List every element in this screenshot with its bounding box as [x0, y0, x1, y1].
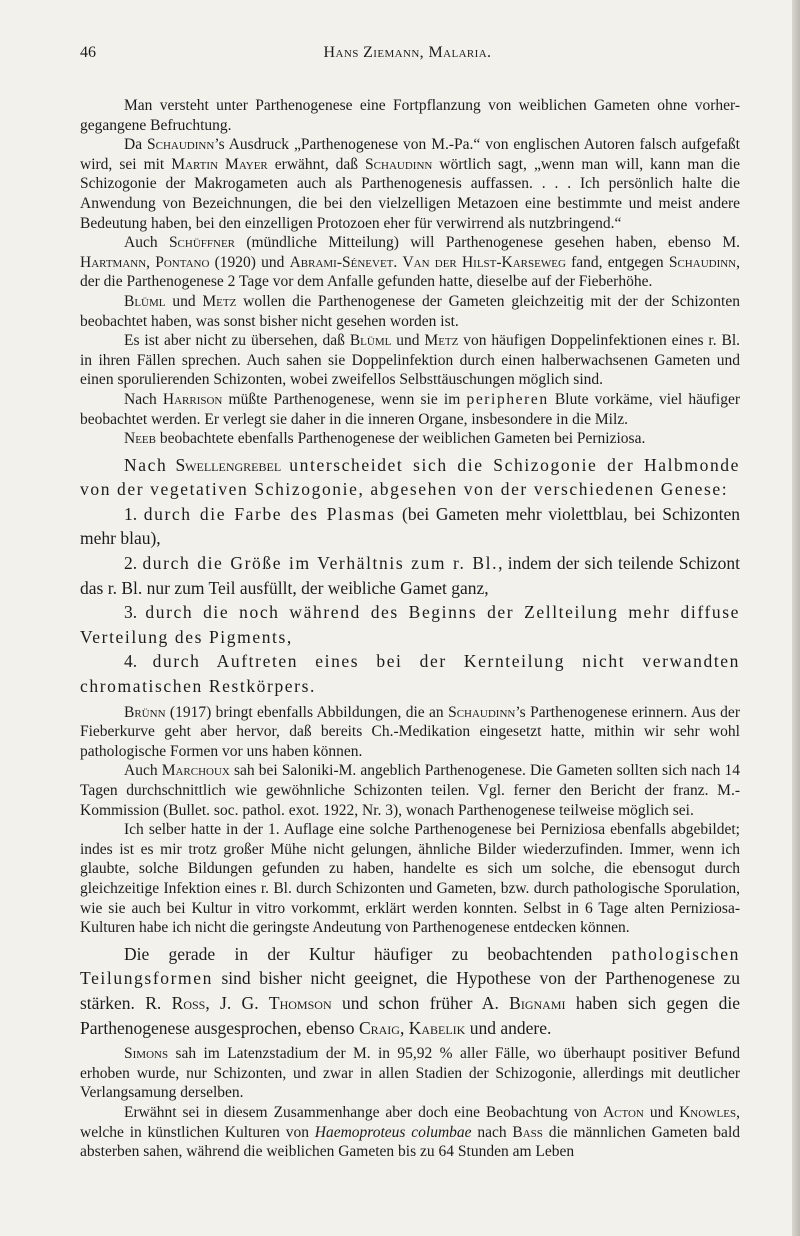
- page-number: 46: [80, 44, 96, 61]
- author-name: Ross: [171, 992, 206, 1013]
- author-name: Neeb: [124, 430, 156, 448]
- author-name: Metz: [424, 332, 459, 350]
- list-item-1: 1. durch die Farbe des Plasmas (bei Gameten mehr violettblau, bei Schizonten mehr blau),: [80, 503, 740, 549]
- page-body: [80, 96, 740, 1162]
- paragraph-marchoux: Auch Marchoux sah bei Saloniki-M. angeblich Parthenogenese. Die Gameten sollten sich nach 14 Tagen durchschnittlich wie gewöhnliche Schizonten teilen. Vgl. ferner den Bericht der franz. M.-Kommission (Bullet. soc. pathol. exot. 1922, Nr. 3), wonach Parthenogenese teilweise möglich sei.: [80, 762, 740, 819]
- author-name: Simons: [124, 1045, 169, 1063]
- list-item-3: 3. durch die noch während des Beginns der Zellteilung mehr diffuse Verteilung des Pigments,: [80, 602, 741, 647]
- list-item-4: 4. durch Auftreten eines bei der Kernteilung nicht verwandten chromatischen Restkörpers.: [80, 651, 740, 697]
- author-name: Acton: [602, 1103, 644, 1121]
- author-name: Abrami-Sénevet: [289, 253, 394, 271]
- author-name: Kabelik: [408, 1017, 466, 1038]
- paragraph-doppelinfektion: Es ist aber nicht zu übersehen, daß Blüml und Metz von häufigen Doppelinfektionen eines r. Bl. in ihren Fällen sprechen. Auch sahen sie Doppelinfektion durch einen halberwachsenen Gameten und einen sporulierenden Schizonten, wobei zweifellos Selbsttäuschungen möglich sind.: [80, 332, 741, 389]
- author-name: Bignami: [509, 992, 566, 1013]
- author-name: Schüffner: [168, 234, 236, 252]
- author-name: Metz: [202, 292, 237, 310]
- author-name: Craig: [358, 1017, 400, 1038]
- author-name: Thomson: [268, 992, 332, 1013]
- author-name: Schaudinn: [365, 155, 433, 173]
- page-edge: [792, 0, 800, 1236]
- spaced-emphasis: peripheren: [466, 390, 549, 408]
- author-name: Schaudinn: [668, 253, 737, 271]
- author-name: Van der Hilst-Karseweg: [402, 253, 566, 271]
- paragraph-author: Ich selber hatte in der 1. Auflage eine solche Parthenogenese bei Perniziosa ebenfalls abgebildet; indes ist es mir trotz großer Mühe nicht gelungen, ähnliche Bilder wiederzufinden. Immer, wenn ich glaubte, solche Bildungen gefunden zu haben, handelte es sich um solche, die ebensogut durch gleichzeitige Infektion eines r. Bl. durch Schizonten und Gameten, bzw. durch pathologische Sporulation, wie sie auch bei Kultur in vitro vorkommt, erklärt werden konnten. Selbst in 6 Tage alten Perniziosa-Kulturen habe ich nicht die geringste Andeutung von Parthenogenese entdecken können.: [80, 821, 740, 937]
- author-name: Bass: [512, 1123, 543, 1141]
- author-name: Blüml: [349, 332, 392, 350]
- author-name: Martin Mayer: [171, 155, 268, 173]
- paragraph-schueffner: Auch Schüffner (mündliche Mitteilung) will Parthenogenese gesehen haben, ebenso M. Hartmann, Pontano (1920) und Abrami-Sénevet. Van der Hilst-Karseweg fand, entgegen Schaudinn, der die Parthenogenese 2 Tage vor dem Anfalle gefunden hatte, dieselbe auf der Fieberhöhe.: [80, 234, 741, 291]
- paragraph-bluemel-metz: Blüml und Metz wollen die Parthenogenese der Gameten gleichzeitig mit der der Schizonten beobachtet haben, was sonst bisher nicht gesehen worden ist.: [80, 292, 740, 330]
- author-name: Knowles: [679, 1103, 737, 1121]
- author-name: Brünn: [124, 703, 166, 721]
- spaced-emphasis: durch die Farbe des Plasmas: [143, 503, 396, 524]
- spaced-emphasis: durch die Größe im Verhältnis zum r. Bl.: [142, 553, 499, 574]
- paragraph-simons: Simons sah im Latenzstadium der M. in 95,92 % aller Fälle, wo überhaupt positiver Befund erhoben wurde, nur Schizonten, und zwar in allen Stadien der Schizogonie, allerdings mit deutlicher Verlangsamung derselben.: [80, 1045, 740, 1102]
- list-item-2: 2. durch die Größe im Verhältnis zum r. Bl., indem der sich teilende Schizont das r. Bl. nur zum Teil ausfüllt, der weibliche Gamet ganz,: [80, 553, 741, 598]
- author-name: Marchoux: [161, 762, 230, 780]
- paragraph-pathologische-teilungsformen: Die gerade in der Kultur häufiger zu beobachtenden pathologischen Teilungsformen sind bisher nicht geeignet, die Hypothese von der Parthenogenese zu stärken. R. Ross, J. G. Thomson und schon früher A. Bignami haben sich gegen die Parthenogenese ausgesprochen, ebenso Craig, Kabelik und andere.: [80, 943, 740, 1038]
- spaced-emphasis: durch Auftreten eines bei der Kernteilung nicht verwandten chromatischen Restkörpers.: [80, 651, 740, 697]
- paragraph-neeb: Neeb beobachtete ebenfalls Parthenogenese der weiblichen Gameten bei Perniziosa.: [124, 430, 646, 448]
- paragraph-acton-knowles: Erwähnt sei in diesem Zusammenhange aber doch eine Beobachtung von Acton und Knowles, welche in künstlichen Kulturen von Haemoproteus columbae nach Bass die männlichen Gameten bald absterben sahen, während die weiblichen Gameten bis zu 64 Stunden am Leben: [80, 1103, 740, 1161]
- spaced-emphasis: Nach: [124, 454, 168, 475]
- spaced-emphasis: unterscheidet sich die Schizogonie der Halbmonde von der vegetativen Schizogonie, abgesehen von der verschiedenen Genese:: [80, 454, 741, 500]
- spaced-emphasis: durch die noch während des Beginns der Zellteilung mehr diffuse Verteilung des Pigments,: [80, 602, 741, 647]
- paragraph-harrison: Nach Harrison müßte Parthenogenese, wenn sie im peripheren Blute vorkäme, viel häufiger beobachtet werden. Er verlegt sie daher in die inneren Organe, insbesondere in die Milz.: [80, 390, 741, 428]
- author-name: Hartmann: [80, 253, 147, 271]
- author-name: Pontano: [155, 253, 210, 271]
- author-name: Harrison: [162, 390, 223, 408]
- author-name: Schaudinn: [147, 136, 215, 154]
- author-name: Schaudinn: [448, 703, 516, 721]
- paragraph-definition: Man versteht unter Parthenogenese eine Fortpflanzung von weiblichen Gameten ohne vorher-gegangene Befruchtung.: [80, 97, 740, 134]
- paragraph-schaudinn: Da Schaudinn’s Ausdruck „Parthenogenese von M.-Pa.“ von englischen Autoren falsch aufgefaßt wird, sei mit Martin Mayer erwähnt, daß Schaudinn wörtlich sagt, „wenn man will, kann man die Schizogonie der Makrogameten auch als Parthenogenesis auffassen. . . . Ich persönlich halte die Anwendung von Bezeichnungen, die bei den vielzelligen Metazoen eine bestimmte und meist andere Bedeutung haben, bei den einzelligen Protozoen eher für verwirrend als nutzbringend.“: [80, 136, 740, 232]
- species-name: Haemoproteus columbae: [314, 1123, 472, 1141]
- paragraph-swellengrebel: [80, 453, 740, 502]
- author-name: Swellengrebel: [175, 454, 282, 475]
- spaced-emphasis: pathologischen Teilungsformen: [80, 943, 740, 989]
- paragraph-bruenn: Brünn (1917) bringt ebenfalls Abbildungen, die an Schaudinn’s Parthenogenese erinnern. Aus der Fieberkurve geht aber hervor, daß bereits Ch.-Medikation eingesetzt hatte, mithin wir sehr wohl pathologische Formen vor uns haben können.: [80, 703, 740, 760]
- running-title: Hans Ziemann, Malaria.: [323, 44, 492, 61]
- author-name: Blüml: [124, 292, 166, 310]
- running-header: [80, 44, 735, 68]
